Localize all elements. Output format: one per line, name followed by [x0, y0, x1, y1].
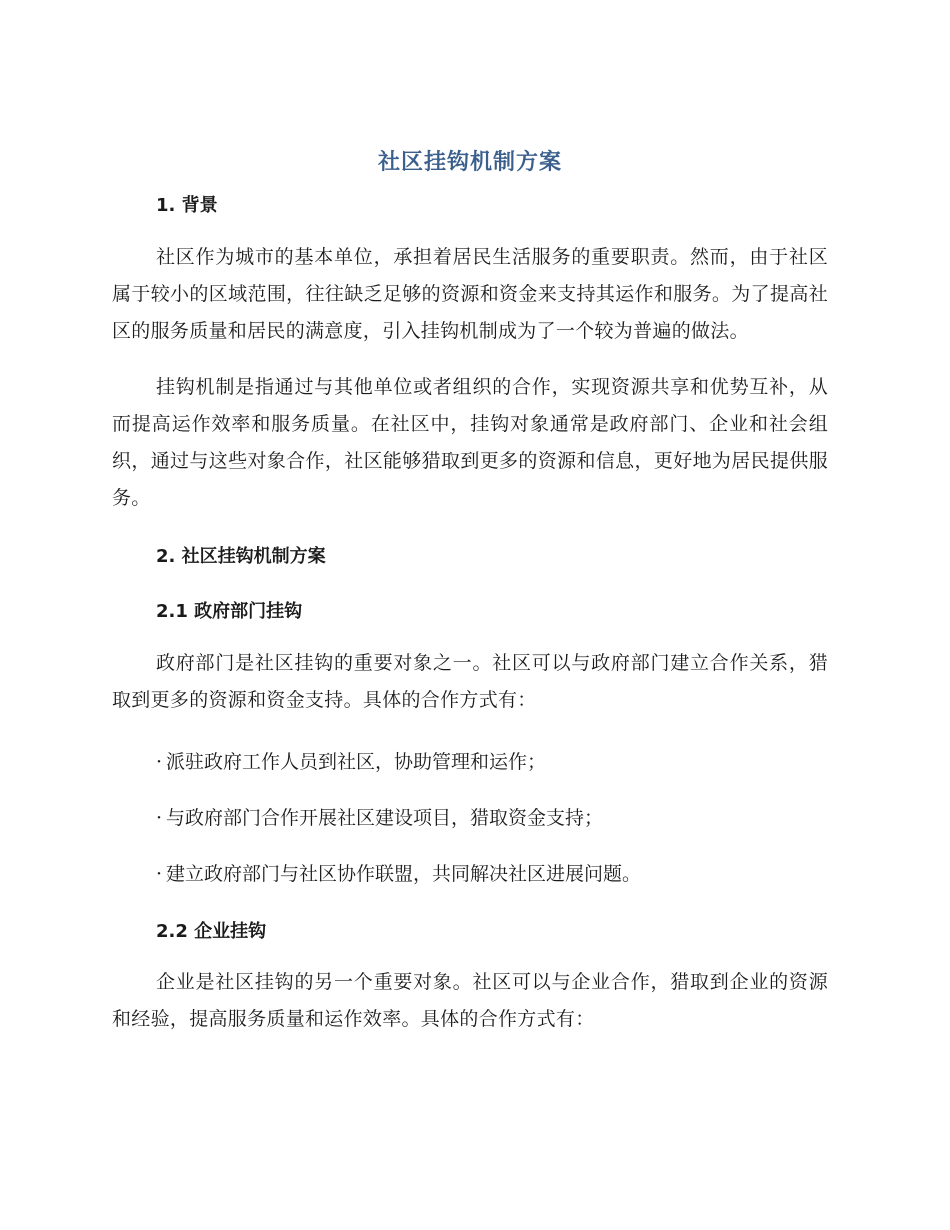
bullet-icon: · [156, 863, 163, 885]
section-heading-background: 1. 背景 [156, 195, 218, 216]
list-item [112, 747, 828, 777]
list-item-text: 建立政府部门与社区协作联盟，共同解决社区进展问题。 [166, 863, 642, 885]
paragraph-background-2: 挂钩机制是指通过与其他单位或者组织的合作，实现资源共享和优势互补，从而提高运作效率和服务质量。在社区中，挂钩对象通常是政府部门、企业和社会组织，通过与这些对象合作，社区能够猎取到更多的资源和信息，更好地为居民提供服务。 [112, 376, 828, 509]
list-item [112, 859, 828, 889]
bullet-icon: · [156, 751, 163, 773]
section-heading-enterprise: 2.2 企业挂钩 [156, 921, 267, 942]
bullet-icon: · [156, 807, 163, 829]
section-heading-plan: 2. 社区挂钩机制方案 [156, 546, 326, 567]
paragraph-government: 政府部门是社区挂钩的重要对象之一。社区可以与政府部门建立合作关系，猎取到更多的资源和资金支持。具体的合作方式有： [112, 652, 828, 711]
section-heading-government: 2.1 政府部门挂钩 [156, 601, 303, 622]
list-item-text: 与政府部门合作开展社区建设项目，猎取资金支持； [166, 807, 604, 829]
list-item-text: 派驻政府工作人员到社区，协助管理和运作； [166, 751, 547, 773]
document-body [112, 147, 828, 1038]
paragraph-background-1: 社区作为城市的基本单位，承担着居民生活服务的重要职责。然而，由于社区属于较小的区域范围，往往缺乏足够的资源和资金来支持其运作和服务。为了提高社区的服务质量和居民的满意度，引入挂钩机制成为了一个较为普遍的做法。 [112, 246, 828, 342]
paragraph-enterprise: 企业是社区挂钩的另一个重要对象。社区可以与企业合作，猎取到企业的资源和经验，提高服务质量和运作效率。具体的合作方式有： [112, 971, 828, 1030]
document-title: 社区挂钩机制方案 [377, 150, 562, 175]
list-item [112, 803, 828, 833]
